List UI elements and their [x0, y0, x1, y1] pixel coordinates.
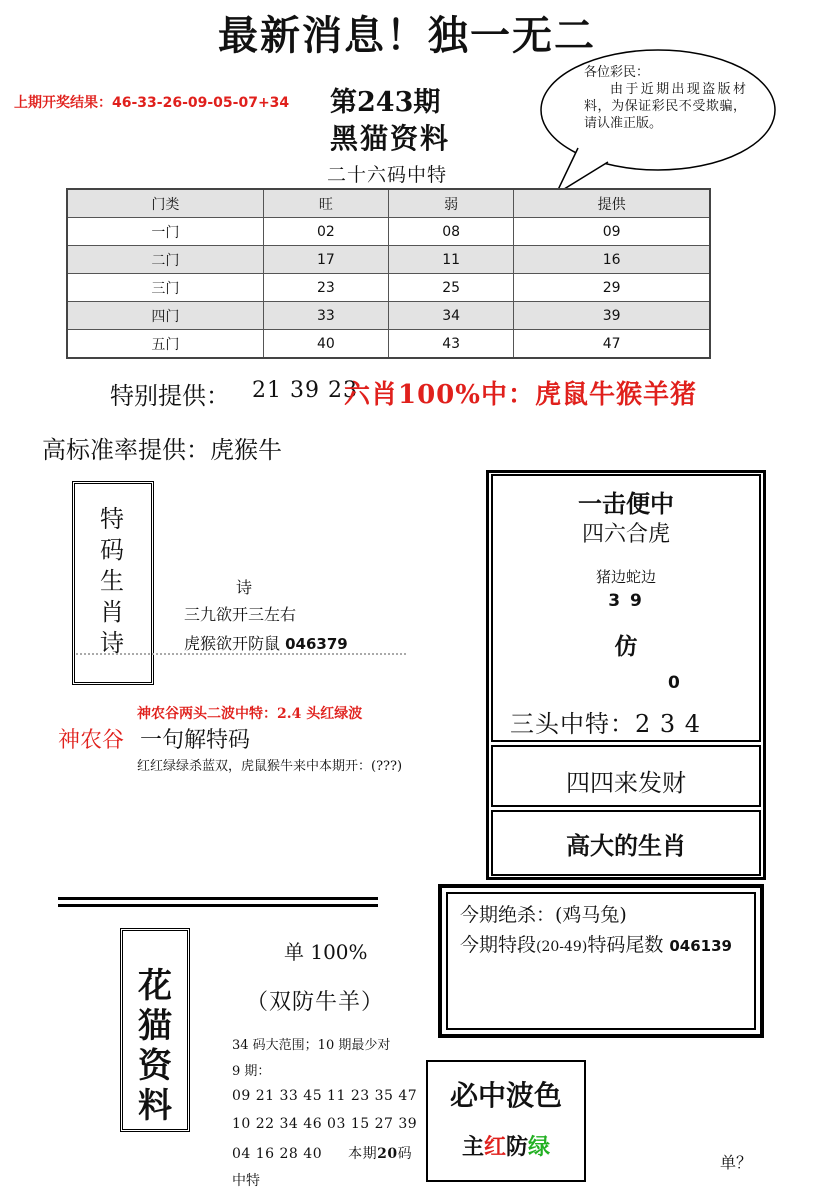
flower-box-title [124, 966, 186, 1126]
table-cell: 09 [514, 218, 710, 246]
number-row-end: 中特 [232, 1173, 260, 1189]
poem-title-char: 特 [100, 505, 124, 533]
divider [58, 897, 378, 900]
range-line-2: 9 期： [232, 1064, 271, 1079]
kill-line-2-b: 特码尾数 [587, 934, 664, 956]
poem-line-1: 三九欲开三左右 [184, 605, 297, 624]
high-standard-pick: 高标准率提供：虎猴牛 [42, 436, 282, 464]
table-cell: 25 [388, 274, 513, 302]
poem-box-title [76, 504, 148, 659]
poem-line-2-code: 046379 [285, 635, 348, 653]
table-cell: 08 [388, 218, 513, 246]
wave-green: 绿 [528, 1134, 551, 1160]
number-row-unit: 码 [397, 1146, 413, 1162]
number-row: 10 22 34 46 03 15 27 39 [232, 1116, 418, 1132]
number-row: 09 21 33 45 11 23 35 47 [232, 1088, 418, 1104]
table-cell: 47 [514, 330, 710, 359]
kill-line-2 [460, 930, 732, 957]
table-cell: 17 [263, 246, 388, 274]
double-guard: （双防牛羊） [246, 990, 385, 1015]
table-cell: 16 [514, 246, 710, 274]
poem-heading: 诗 [236, 578, 253, 597]
table-cell: 34 [388, 302, 513, 330]
six-zodiac-pick: 六肖100%中：虎鼠牛猴羊猪 [344, 380, 697, 410]
source-title: 黑猫资料 [330, 122, 451, 155]
headline: 最新消息！独一无二 [218, 12, 596, 59]
table-cell: 43 [388, 330, 513, 359]
tall-zodiac-text: 高大的生肖 [566, 831, 686, 860]
table-row [67, 246, 710, 274]
flower-title-char: 资 [138, 1046, 172, 1086]
number-row [232, 1143, 412, 1163]
notice-text [584, 64, 746, 132]
table-row [67, 302, 710, 330]
table-cell: 40 [263, 330, 388, 359]
single-question: 单？ [720, 1153, 753, 1172]
table-header: 门类 [67, 189, 263, 218]
poem-title-char: 肖 [100, 598, 124, 626]
issue-number: 第243期 [330, 87, 441, 118]
right-zero: 0 [668, 673, 680, 693]
table-cell: 11 [388, 246, 513, 274]
flower-title-char: 猫 [138, 1006, 172, 1046]
wave-red: 红 [483, 1134, 506, 1160]
code-table [66, 188, 711, 359]
number-row-count: 20 [377, 1146, 398, 1162]
single-pick: 单 100% [284, 940, 368, 964]
right-numbers: 3 9 [608, 591, 644, 611]
table-row [67, 218, 710, 246]
wave-color-title: 必中波色 [449, 1079, 562, 1112]
kill-line-2-code: 046139 [669, 937, 732, 955]
number-row-note: 本期 [348, 1146, 378, 1162]
table-row [67, 330, 710, 359]
shennong-hint: 神农谷两头二波中特：2.4 头红绿波 [137, 706, 363, 722]
divider [58, 904, 378, 907]
right-edge-zodiac: 猪边蛇边 [595, 568, 656, 586]
special-numbers: 21 39 23 [252, 378, 358, 403]
divider [76, 653, 406, 659]
table-row [67, 274, 710, 302]
table-cell: 五门 [67, 330, 263, 359]
special-label: 特别提供： [110, 382, 230, 410]
poem-line-2-text: 虎猴欲开防鼠 [184, 634, 281, 653]
table-header: 弱 [388, 189, 513, 218]
number-row-part: 04 16 28 40 [232, 1146, 323, 1162]
right-subtitle: 四六合虎 [581, 522, 670, 547]
table-header-row [67, 189, 710, 218]
three-head-special: 三头中特：2 3 4 [510, 710, 702, 738]
right-title: 一击便中 [578, 489, 674, 518]
last-draw-result: 上期开奖结果：46-33-26-09-05-07+34 [14, 95, 290, 111]
shennong-title-red: 神农谷 [58, 728, 125, 753]
fortune-text: 四四来发财 [566, 769, 686, 797]
table-cell: 33 [263, 302, 388, 330]
poem-title-char: 码 [100, 536, 124, 564]
kill-line-1: 今期绝杀：(鸡马兔) [460, 904, 627, 926]
table-cell: 一门 [67, 218, 263, 246]
table-header: 旺 [263, 189, 388, 218]
kill-line-2-a: 今期特段 [460, 934, 537, 956]
wave-main-label: 主 [461, 1134, 484, 1160]
range-line-1: 34 码大范围；10 期最少对 [232, 1038, 391, 1053]
poem-line-2 [184, 631, 348, 654]
flower-title-char: 料 [138, 1086, 172, 1126]
notice-body: 由于近期出现盗版材料，为保证彩民不受欺骗，请认准正版。 [584, 82, 746, 131]
poem-title-char: 诗 [100, 629, 124, 657]
table-cell: 23 [263, 274, 388, 302]
table-cell: 02 [263, 218, 388, 246]
table-cell: 三门 [67, 274, 263, 302]
table-header: 提供 [514, 189, 710, 218]
table-cell: 39 [514, 302, 710, 330]
right-fang: 仿 [614, 633, 638, 660]
wave-color-pick [426, 1130, 586, 1161]
poem-title-char: 生 [100, 567, 124, 595]
subtitle: 二十六码中特 [327, 164, 448, 186]
table-cell: 29 [514, 274, 710, 302]
shennong-title-black: 一句解特码 [140, 728, 251, 753]
kill-line-2-range: (20-49) [536, 939, 588, 955]
table-cell: 四门 [67, 302, 263, 330]
flower-title-char: 花 [138, 966, 172, 1006]
wave-guard-label: 防 [506, 1134, 529, 1160]
shennong-body: 红红绿绿杀蓝双，虎鼠猴牛来中本期开：(???) [137, 759, 403, 774]
notice-greeting: 各位彩民： [584, 65, 650, 80]
table-cell: 二门 [67, 246, 263, 274]
